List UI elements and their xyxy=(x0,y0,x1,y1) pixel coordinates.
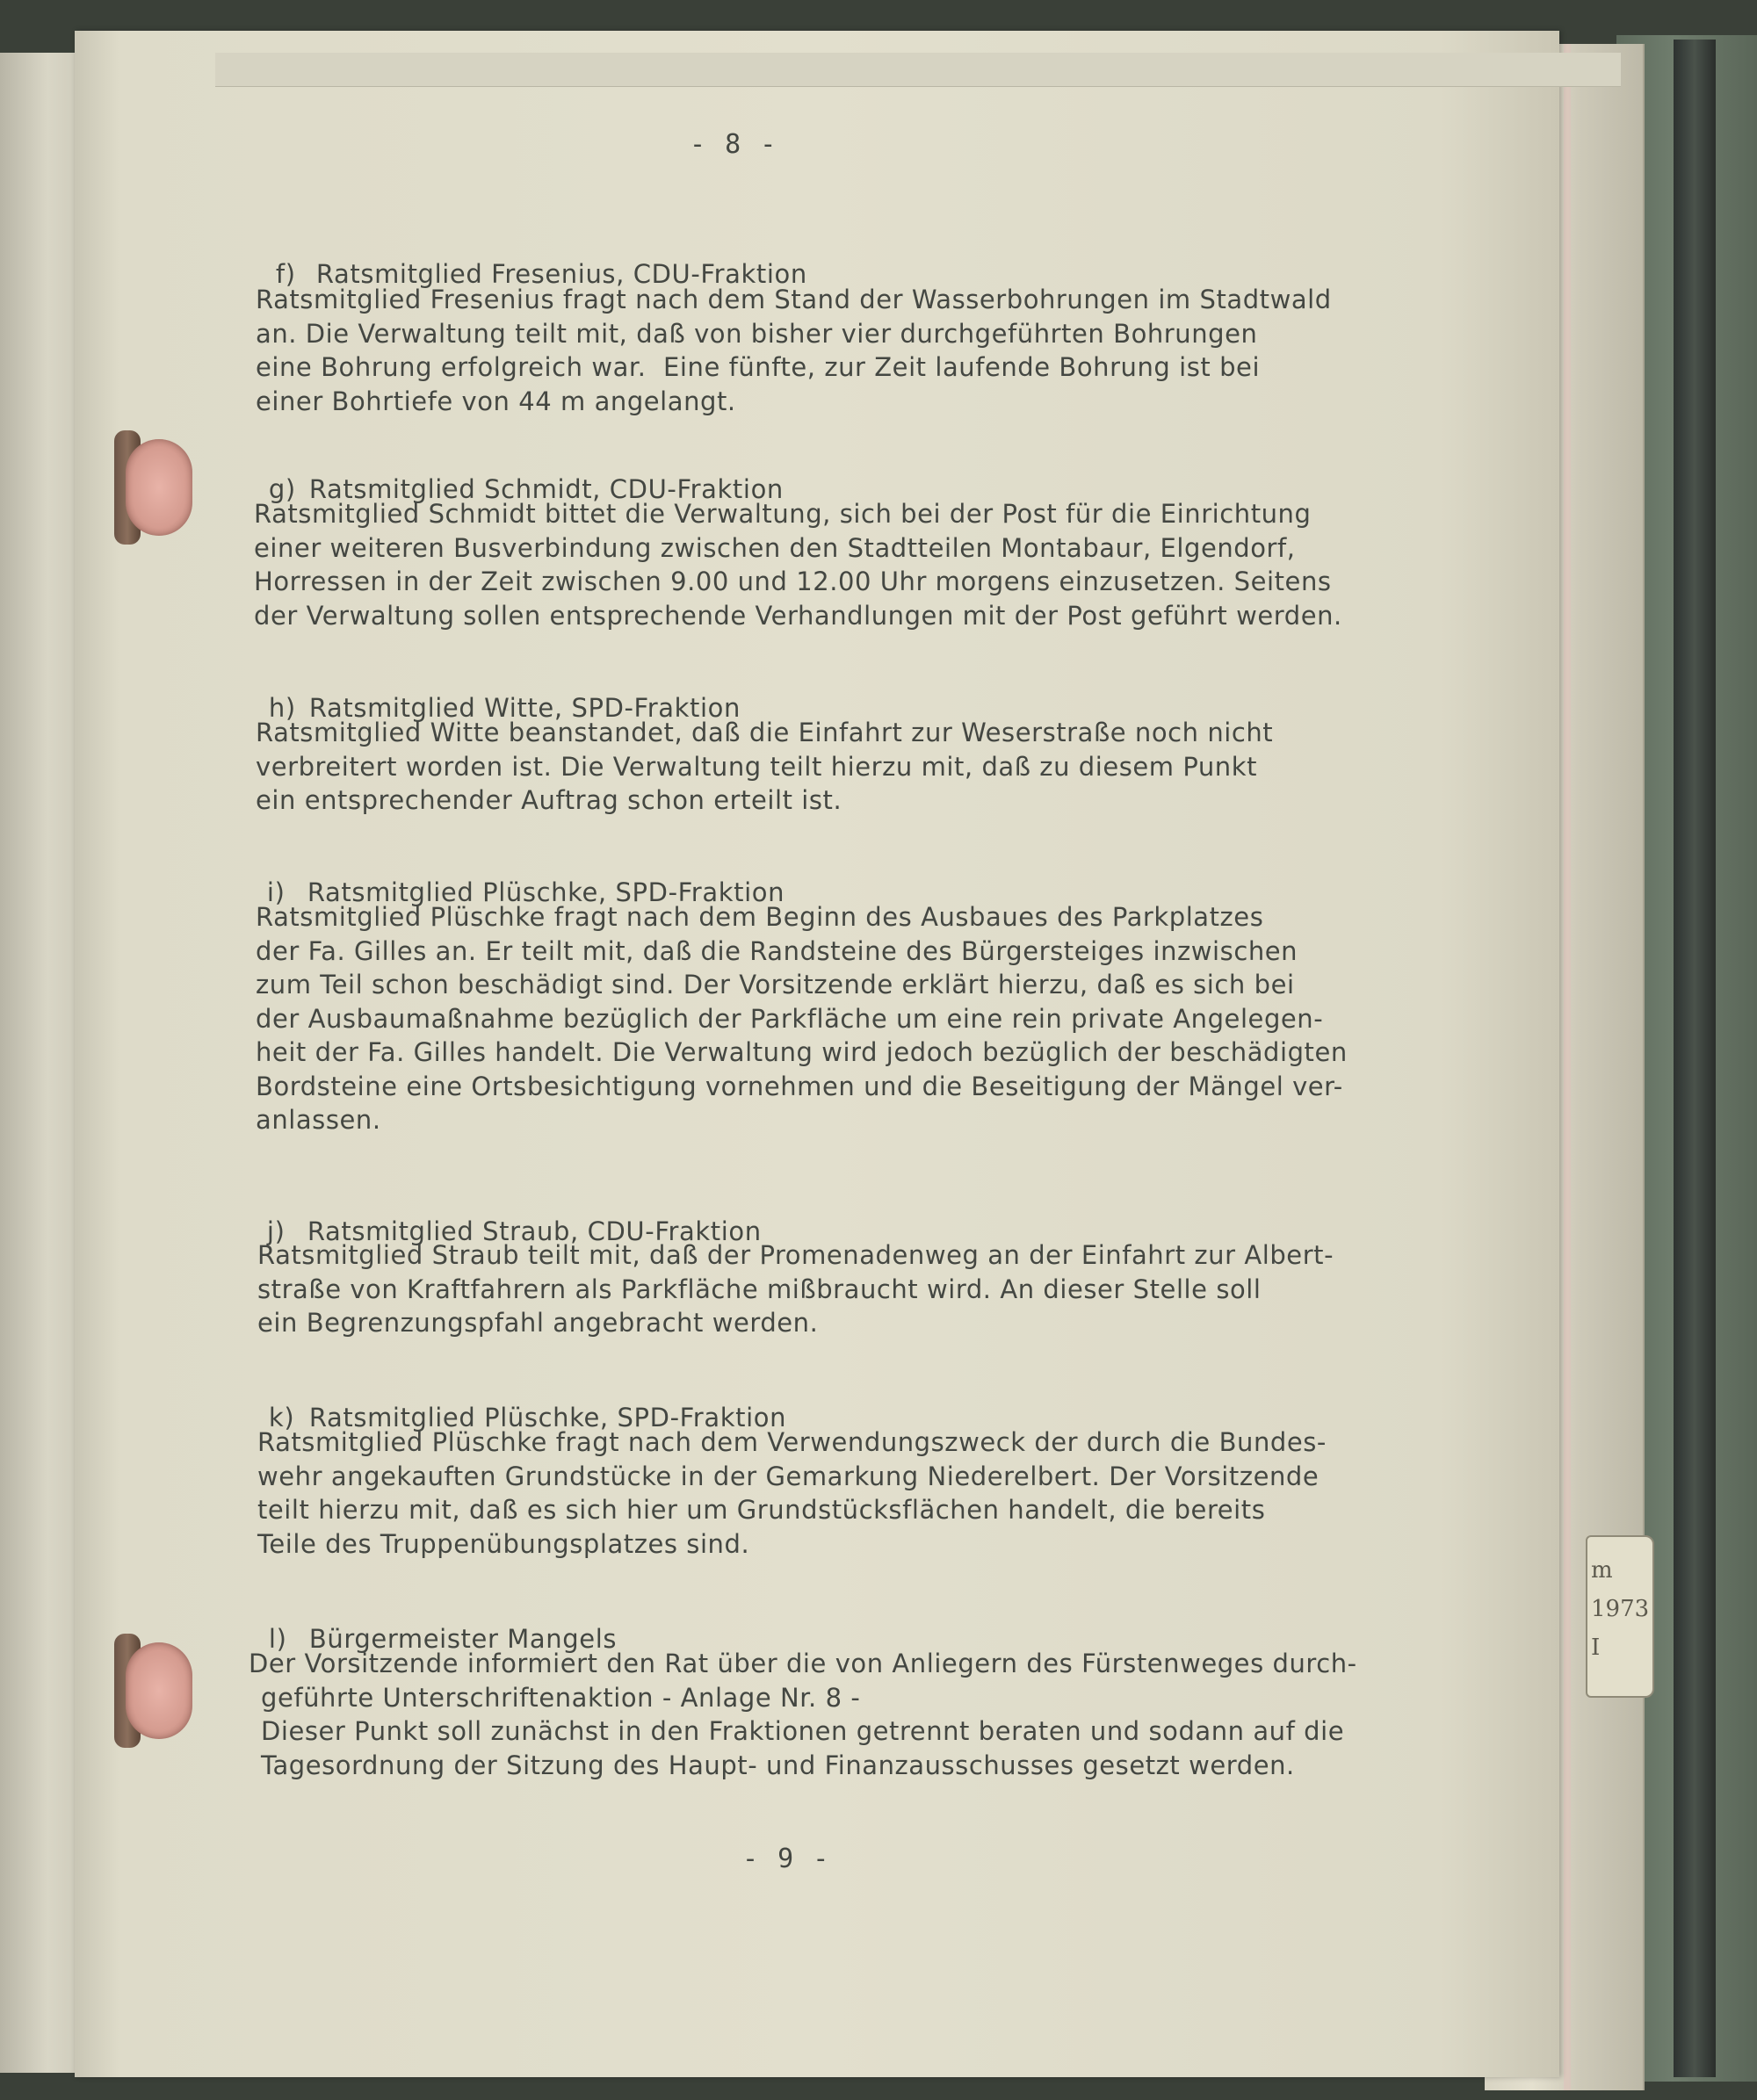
body-line: zum Teil schon beschädigt sind. Der Vorsitzende erklärt hierzu, daß es sich bei xyxy=(256,970,1295,999)
item-title: Ratsmitglied Plüschke, SPD-Fraktion xyxy=(307,877,785,907)
body-line: Ratsmitglied Plüschke fragt nach dem Beginn des Ausbaues des Parkplatzes xyxy=(256,902,1264,932)
item-body-l xyxy=(249,1647,1357,1782)
body-line: der Fa. Gilles an. Er teilt mit, daß die Randsteine des Bürgersteiges inzwischen xyxy=(256,935,1298,966)
binder-spine-edge xyxy=(1674,40,1716,2077)
item-marker: l) xyxy=(268,1624,287,1654)
item-title: Ratsmitglied Plüschke, SPD-Fraktion xyxy=(308,1403,787,1432)
body-line: Ratsmitglied Witte beanstandet, daß die Einfahrt zur Weserstraße noch nicht xyxy=(256,718,1274,747)
item-title: Ratsmitglied Straub, CDU-Fraktion xyxy=(307,1216,762,1246)
archive-label-line-2: 1973 xyxy=(1591,1596,1650,1622)
body-line: eine Bohrung erfolgreich war. Eine fünfte, zur Zeit laufende Bohrung ist bei xyxy=(256,352,1261,382)
body-line: einer weiteren Busverbindung zwischen den Stadtteilen Montabaur, Elgendorf, xyxy=(254,532,1296,563)
body-line: Horressen in der Zeit zwischen 9.00 und 12.00 Uhr morgens einzusetzen. Seitens xyxy=(254,566,1332,596)
body-line: Teile des Truppenübungsplatzes sind. xyxy=(257,1528,750,1559)
item-marker: k) xyxy=(268,1403,295,1432)
body-line: wehr angekauften Grundstücke in der Gemarkung Niederelbert. Der Vorsitzende xyxy=(257,1461,1320,1491)
page-top-strip xyxy=(215,53,1621,87)
archive-label xyxy=(1586,1535,1654,1698)
body-line: teilt hierzu mit, daß es sich hier um Grundstücksflächen handelt, die bereits xyxy=(257,1495,1266,1525)
body-line: ein Begrenzungspfahl angebracht werden. xyxy=(257,1308,819,1338)
item-body-k xyxy=(257,1425,1327,1561)
body-line: Dieser Punkt soll zunächst in den Fraktionen getrennt beraten und sodann auf die xyxy=(261,1716,1345,1746)
item-marker: j) xyxy=(266,1216,286,1246)
body-line: Ratsmitglied Schmidt bittet die Verwaltung, sich bei der Post für die Einrichtung xyxy=(254,499,1312,529)
body-line: an. Die Verwaltung teilt mit, daß von bisher vier durchgeführten Bohrungen xyxy=(256,318,1258,349)
punch-hole-top xyxy=(126,439,192,536)
archive-label-line-1: m xyxy=(1591,1557,1613,1584)
item-body-g xyxy=(254,497,1342,632)
body-line: Ratsmitglied Plüschke fragt nach dem Verwendungszweck der durch die Bundes- xyxy=(257,1427,1327,1457)
body-line: straße von Kraftfahrern als Parkfläche mißbraucht wird. An dieser Stelle soll xyxy=(257,1274,1262,1304)
item-marker: f) xyxy=(275,259,296,289)
body-line: einer Bohrtiefe von 44 m angelangt. xyxy=(256,386,736,416)
document-page xyxy=(75,31,1559,2077)
body-line: geführte Unterschriftenaktion - Anlage Nr. 8 - xyxy=(261,1682,861,1713)
item-body-j xyxy=(257,1238,1334,1340)
item-title: Ratsmitglied Schmidt, CDU-Fraktion xyxy=(308,474,784,504)
item-marker: h) xyxy=(268,693,296,723)
body-line: der Verwaltung sollen entsprechende Verhandlungen mit der Post geführt werden. xyxy=(254,600,1342,631)
item-title: Ratsmitglied Fresenius, CDU-Fraktion xyxy=(315,259,807,289)
item-title: Bürgermeister Mangels xyxy=(308,1624,618,1654)
body-line: heit der Fa. Gilles handelt. Die Verwaltung wird jedoch bezüglich der beschädigten xyxy=(256,1037,1348,1067)
next-page-number: - 9 - xyxy=(742,1844,831,1874)
item-body-h xyxy=(256,716,1273,818)
body-line: Bordsteine eine Ortsbesichtigung vornehmen und die Beseitigung der Mängel ver- xyxy=(256,1071,1343,1101)
body-line: verbreitert worden ist. Die Verwaltung teilt hierzu mit, daß zu diesem Punkt xyxy=(256,751,1258,782)
punch-hole-bottom xyxy=(126,1642,192,1739)
page-number: - 8 - xyxy=(690,129,778,160)
body-line: Ratsmitglied Fresenius fragt nach dem Stand der Wasserbohrungen im Stadtwald xyxy=(256,285,1332,314)
item-title: Ratsmitglied Witte, SPD-Fraktion xyxy=(308,693,741,723)
item-marker: g) xyxy=(268,474,296,504)
body-line: Tagesordnung der Sitzung des Haupt- und Finanzausschusses gesetzt werden. xyxy=(261,1750,1295,1780)
item-body-f xyxy=(256,283,1332,418)
body-line: Ratsmitglied Straub teilt mit, daß der Promenadenweg an der Einfahrt zur Albert- xyxy=(257,1240,1334,1270)
body-line: Der Vorsitzende informiert den Rat über die von Anliegern des Fürstenweges durch- xyxy=(249,1649,1357,1678)
item-marker: i) xyxy=(266,877,286,907)
item-body-i xyxy=(256,900,1348,1137)
body-line: ein entsprechender Auftrag schon erteilt ist. xyxy=(256,785,842,815)
archive-label-line-3: I xyxy=(1591,1635,1601,1661)
facing-page-edge xyxy=(0,53,79,2073)
body-line: anlassen. xyxy=(256,1105,381,1135)
body-line: der Ausbaumaßnahme bezüglich der Parkfläche um eine rein private Angelegen- xyxy=(256,1003,1324,1034)
